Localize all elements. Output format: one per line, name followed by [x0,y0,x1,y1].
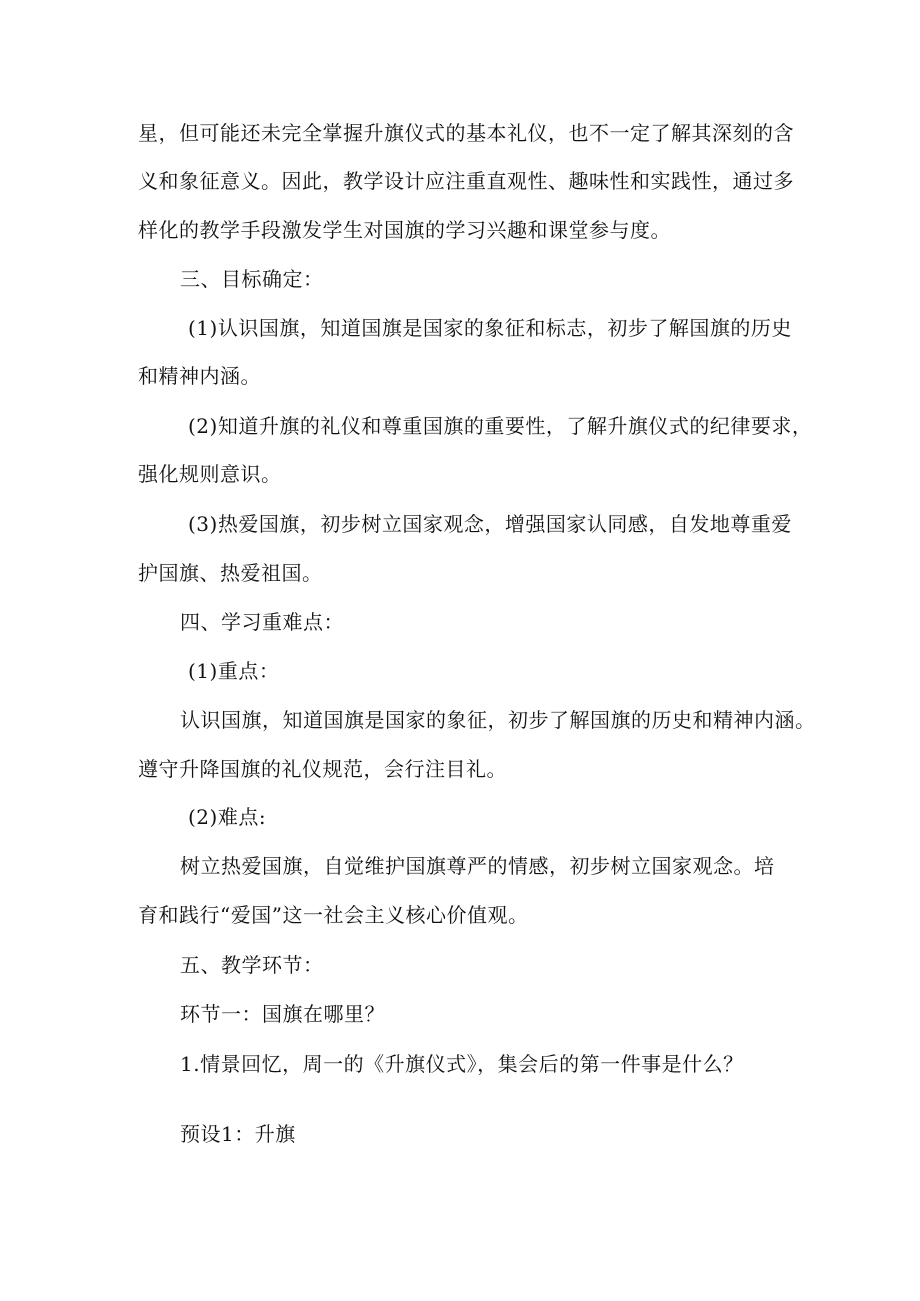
section-heading: 四、学习重难点： [180,610,344,634]
paragraph-line: 样化的教学手段激发学生对国旗的学习兴趣和课堂参与度。 [138,218,671,242]
objective-item-continuation: 强化规则意识。 [138,462,282,486]
objective-item: (1)认识国旗，知道国旗是国家的象征和标志，初步了解国旗的历史 [188,316,792,340]
paragraph-line: 遵守升降国旗的礼仪规范，会行注目礼。 [138,757,507,781]
section-heading: 五、教学环节： [180,953,324,977]
subsection-heading: 环节一：国旗在哪里？ [180,1002,385,1026]
paragraph-line: 星，但可能还未完全掌握升旗仪式的基本礼仪，也不一定了解其深刻的含 [138,121,794,145]
paragraph-line: 认识国旗，知道国旗是国家的象征，初步了解国旗的历史和精神内涵。 [180,708,816,732]
paragraph-line: 义和象征意义。因此，教学设计应注重直观性、趣味性和实践性，通过多 [138,169,794,193]
objective-item-continuation: 护国旗、热爱祖国。 [138,561,323,585]
paragraph-line: 预设1：升旗 [180,1122,296,1146]
section-heading: 三、目标确定： [180,267,324,291]
objective-item-continuation: 和精神内涵。 [138,364,261,388]
paragraph-line: 树立热爱国旗，自觉维护国旗尊严的情感，初步树立国家观念。培 [180,854,775,878]
paragraph-line: 育和践行“爱国”这一社会主义核心价值观。 [138,903,529,927]
paragraph-line: 1.情景回忆，周一的《升旗仪式》，集会后的第一件事是什么？ [180,1052,744,1076]
objective-item: (3)热爱国旗，初步树立国家观念，增强国家认同感，自发地尊重爱 [188,512,792,536]
objective-item: (2)知道升旗的礼仪和尊重国旗的重要性，了解升旗仪式的纪律要求， [188,414,813,438]
subheading: (1)重点： [188,659,280,683]
subheading: (2)难点: [188,805,267,829]
